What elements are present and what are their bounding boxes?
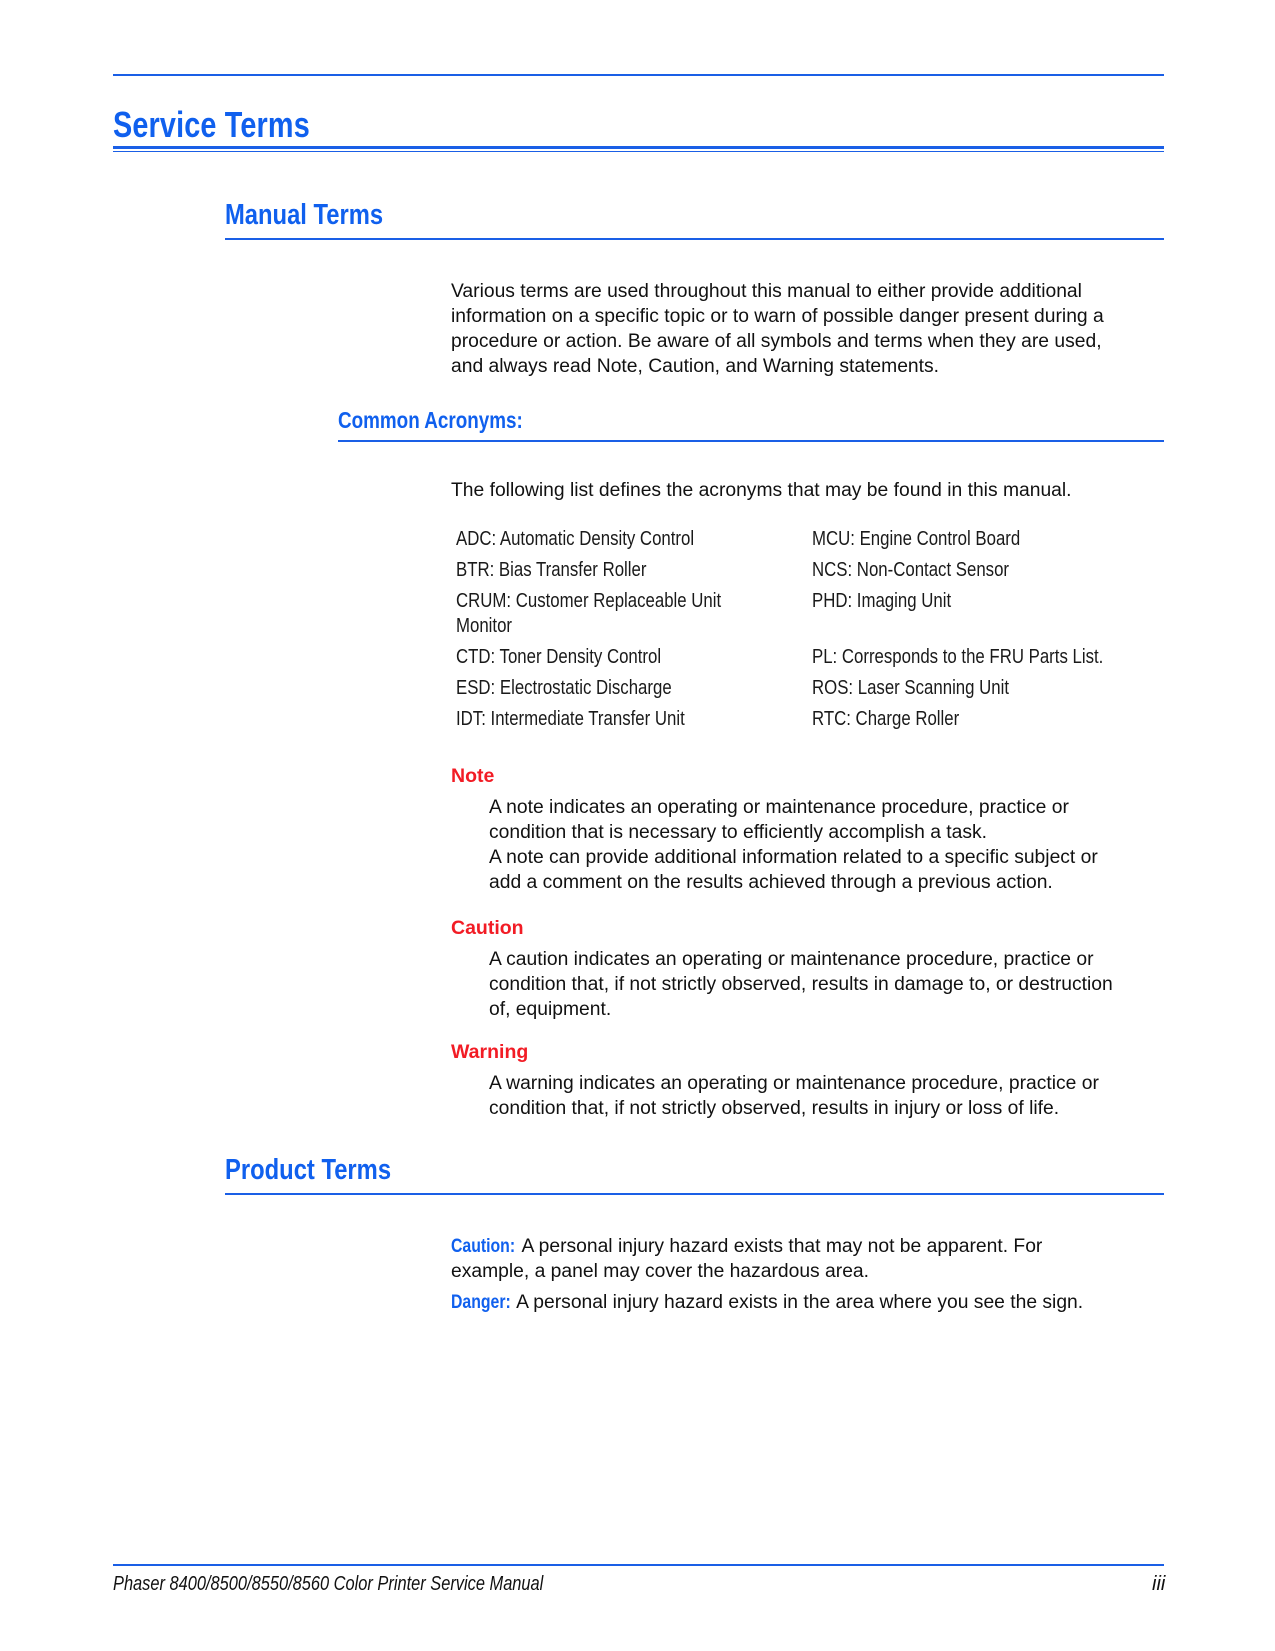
product-terms-heading: Product Terms: [225, 1154, 392, 1186]
caution-line: condition that, if not strictly observed, results in damage to, or destruction: [489, 974, 1113, 995]
acronym-item: MCU: Engine Control Board: [812, 528, 1021, 550]
manual-terms-intro: [451, 279, 1104, 379]
footer-rule: [113, 1564, 1164, 1566]
manual-terms-rule: [225, 238, 1164, 240]
product-danger-text: A personal injury hazard exists in the area where you see the sign.: [511, 1292, 1084, 1313]
acronym-item: CTD: Toner Density Control: [456, 646, 662, 668]
common-acronyms-rule: [338, 440, 1164, 442]
caution-body: [489, 947, 1113, 1022]
acronym-item: NCS: Non-Contact Sensor: [812, 559, 1010, 581]
page-title: Service Terms: [113, 104, 310, 145]
note-line: A note indicates an operating or maintenance procedure, practice or: [489, 797, 1069, 818]
note-line: add a comment on the results achieved through a previous action.: [489, 872, 1053, 893]
acronym-item: BTR: Bias Transfer Roller: [456, 559, 647, 581]
note-body: [489, 795, 1098, 895]
footer-manual-title: Phaser 8400/8500/8550/8560 Color Printer Service Manual: [113, 1573, 544, 1595]
product-caution-line: [451, 1234, 1042, 1259]
note-line: condition that is necessary to efficiently accomplish a task.: [489, 822, 987, 843]
caution-line: of, equipment.: [489, 999, 612, 1020]
warning-body: [489, 1071, 1099, 1121]
warning-line: condition that, if not strictly observed, results in injury or loss of life.: [489, 1098, 1060, 1119]
footer-page-number: iii: [1152, 1573, 1166, 1595]
acronym-item: CRUM: Customer Replaceable Unit: [456, 590, 722, 612]
manual-terms-heading: Manual Terms: [225, 199, 384, 231]
title-double-rule-bottom: [113, 151, 1164, 152]
warning-line: A warning indicates an operating or maintenance procedure, practice or: [489, 1073, 1099, 1094]
warning-label: Warning: [451, 1041, 529, 1063]
acronym-item: PL: Corresponds to the FRU Parts List.: [812, 646, 1104, 668]
top-rule: [113, 74, 1164, 76]
product-caution-line: example, a panel may cover the hazardous area.: [451, 1261, 870, 1282]
intro-line: information on a specific topic or to warn of possible danger present during a: [451, 306, 1104, 327]
intro-line: and always read Note, Caution, and Warning statements.: [451, 356, 940, 377]
acronyms-intro: The following list defines the acronyms that may be found in this manual.: [451, 480, 1072, 501]
intro-line: procedure or action. Be aware of all symbols and terms when they are used,: [451, 331, 1102, 352]
acronym-item: ROS: Laser Scanning Unit: [812, 677, 1010, 699]
note-line: A note can provide additional information related to a specific subject or: [489, 847, 1098, 868]
product-caution: [451, 1234, 1042, 1284]
note-label: Note: [451, 765, 495, 787]
caution-label: Caution: [451, 917, 524, 939]
product-danger-label: Danger:: [451, 1292, 511, 1313]
product-terms-rule: [225, 1193, 1164, 1195]
caution-line: A caution indicates an operating or maintenance procedure, practice or: [489, 949, 1094, 970]
product-danger: [451, 1290, 1083, 1315]
product-caution-label: Caution:: [451, 1236, 516, 1257]
intro-line: Various terms are used throughout this manual to either provide additional: [451, 281, 1082, 302]
acronym-item: ADC: Automatic Density Control: [456, 528, 695, 550]
acronym-item-continued: Monitor: [456, 615, 513, 637]
acronym-item: IDT: Intermediate Transfer Unit: [456, 708, 685, 730]
common-acronyms-heading: Common Acronyms:: [338, 407, 523, 433]
acronym-item: ESD: Electrostatic Discharge: [456, 677, 672, 699]
title-double-rule-top: [113, 146, 1164, 149]
acronym-item: RTC: Charge Roller: [812, 708, 960, 730]
product-caution-text: A personal injury hazard exists that may not be apparent. For: [517, 1236, 1043, 1257]
acronym-item: PHD: Imaging Unit: [812, 590, 952, 612]
